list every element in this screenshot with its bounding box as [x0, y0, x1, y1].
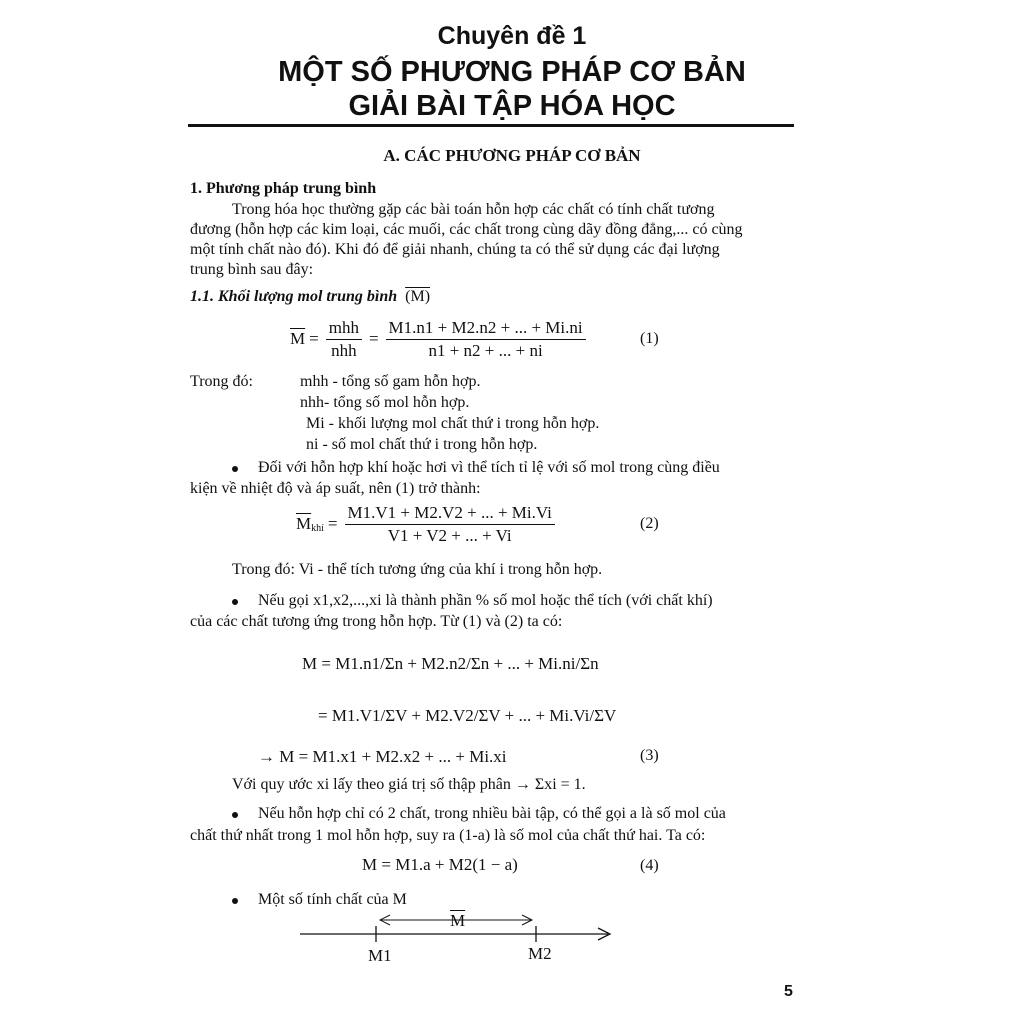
eq2-number: (2) [640, 515, 659, 532]
method1-heading: 1. Phương pháp trung bình [190, 180, 377, 197]
chapter-title-line1: MỘT SỐ PHƯƠNG PHÁP CƠ BẢN [278, 56, 746, 88]
bullet-1-dot [232, 466, 238, 472]
eq1-number: (1) [640, 330, 659, 347]
diagram-label-m1: M1 [368, 946, 392, 965]
intro-line-2: đương (hỗn hợp các kim loại, các muối, các chất trong cùng dãy đồng đẳng,... có cùng [190, 221, 743, 238]
bullet-4-dot [232, 898, 238, 904]
intro-line-1: Trong hóa học thường gặp các bài toán hỗn hợp các chất có tính chất tương [232, 201, 715, 218]
header-rule [188, 124, 794, 127]
eq1-frac2-num: M1.n1 + M2.n2 + ... + Mi.ni [386, 318, 586, 340]
eq2-num: M1.V1 + M2.V2 + ... + Mi.Vi [345, 503, 555, 525]
bullet-1-line-1: Đối với hỗn hợp khí hoặc hơi vì thể tích tỉ lệ với số mol trong cùng điều [258, 459, 720, 476]
chapter-label: Chuyên đề 1 [437, 22, 587, 50]
eq2-lhs-sub: khí [311, 522, 324, 534]
section-a-heading: A. CÁC PHƯƠNG PHÁP CƠ BẢN [383, 146, 641, 165]
eq3-line-3: → M = M1.x1 + M2.x2 + ... + Mi.xi [258, 747, 507, 766]
bullet-3-line-1: Nếu hỗn hợp chỉ có 2 chất, trong nhiều bài tập, có thể gọi a là số mol của [258, 805, 726, 822]
where1-item-3: Mi - khối lượng mol chất thứ i trong hỗn hợp. [306, 415, 600, 432]
bullet-4-text: Một số tính chất của M [258, 891, 407, 908]
chapter-title-line2: GIẢI BÀI TẬP HÓA HỌC [348, 90, 676, 122]
bullet-1-line-2: kiện về nhiệt độ và áp suất, nên (1) trở thành: [190, 480, 481, 497]
sub11-symbol: (M) [405, 288, 431, 305]
eq1-frac1-num: mhh [326, 318, 362, 340]
eq1-frac1 [326, 318, 362, 360]
sub11-heading-text: 1.1. Khối lượng mol trung bình [190, 288, 398, 305]
where1-item-2: nhh- tổng số mol hỗn hợp. [300, 394, 470, 411]
eq1-frac1-den: nhh [331, 340, 357, 360]
bullet-2-line-2: của các chất tương ứng trong hỗn hợp. Từ (1) và (2) ta có: [190, 613, 563, 630]
where2: Trong đó: Vi - thể tích tương ứng của khí i trong hỗn hợp. [232, 561, 603, 578]
where1-item-1: mhh - tổng số gam hỗn hợp. [300, 373, 481, 390]
convention-line: Với quy ước xi lấy theo giá trị số thập phân → Σxi = 1. [232, 776, 586, 793]
eq3-line-1: M = M1.n1/Σn + M2.n2/Σn + ... + Mi.ni/Σn [302, 654, 599, 673]
eq1-lhs: $\overline{M}$ [290, 329, 306, 349]
eq4-number: (4) [640, 857, 659, 874]
equation-1: $\overline{M}$ = $\frac{\text{mhh}}{\text{nhh}}$ = $\frac{M1.n1 + M2.n2 + ... + Mi.ni}{n1 + n2 + ... + ni}$ [290, 318, 589, 360]
eq1-frac2 [386, 318, 586, 360]
where1-label: Trong đó: [190, 373, 253, 390]
bullet-2-dot [232, 599, 238, 605]
equation-4: M = M1.a + M2(1 − a) [362, 855, 518, 874]
intro-line-4: trung bình sau đây: [190, 261, 314, 278]
bullet-2-line-1: Nếu gọi x1,x2,...,xi là thành phần % số mol hoặc thể tích (với chất khí) [258, 592, 713, 609]
eq1-frac2-den: n1 + n2 + ... + ni [428, 340, 543, 360]
bullet-3-dot [232, 812, 238, 818]
where1-item-4: ni - số mol chất thứ i trong hỗn hợp. [306, 436, 538, 453]
eq3-line-2: = M1.V1/ΣV + M2.V2/ΣV + ... + Mi.Vi/ΣV [318, 706, 617, 725]
eq3-number: (3) [640, 747, 659, 764]
eq2-den: V1 + V2 + ... + Vi [387, 525, 512, 545]
eq2-frac [345, 503, 555, 545]
bullet-3-line-2: chất thứ nhất trong 1 mol hỗn hợp, suy ra (1-a) là số mol của chất thứ hai. Ta có: [190, 827, 706, 844]
page-number: 5 [784, 983, 793, 1000]
sub11-heading [190, 288, 430, 306]
diagram-label-m2: M2 [528, 944, 552, 963]
diagram-label-mid: $\overline{M}$ [450, 911, 466, 930]
equation-2: $\overline{M}$ khí = $\frac{M1.V1 + M2.V2 + ... + Mi.Vi}{V1 + V2 + ... + Vi}$ [296, 503, 558, 545]
intro-line-3: một tính chất nào đó). Khi đó để giải nhanh, chúng ta có thể sử dụng các đại lượng [190, 241, 720, 258]
eq2-lhs: $\overline{M}$ [296, 514, 312, 534]
